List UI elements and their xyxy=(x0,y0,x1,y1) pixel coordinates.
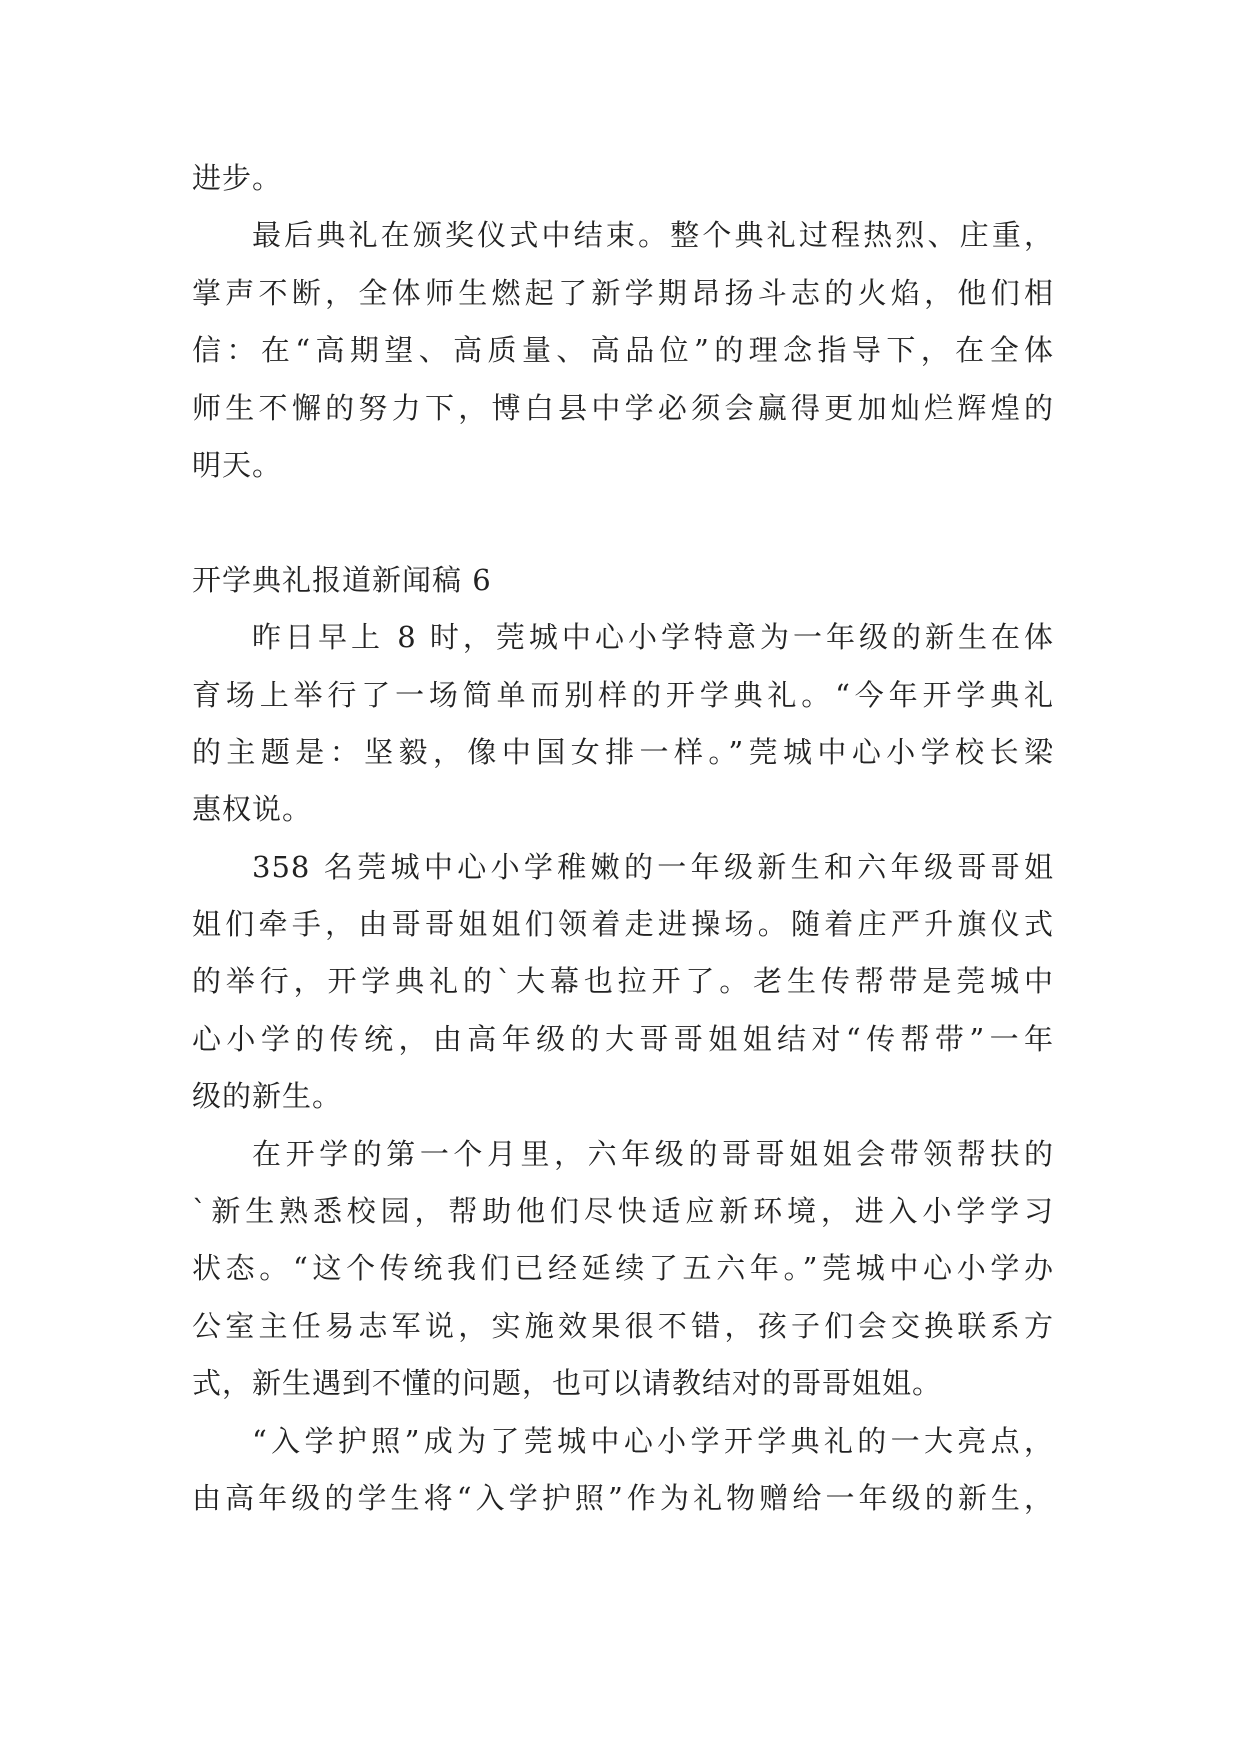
section-heading: 开学典礼报道新闻稿 6 xyxy=(192,562,492,597)
paragraph-line: 进步。 xyxy=(192,161,283,195)
paragraph-line: 惠权说。 xyxy=(192,792,313,827)
paragraph-line: 由高年级的学生将“入学护照”作为礼物赠给一年级的新生， xyxy=(192,1480,1054,1515)
paragraph-line: 式，新生遇到不懂的问题，也可以请教结对的哥哥姐姐。 xyxy=(192,1366,943,1401)
blank-line xyxy=(192,494,1054,551)
paragraph-line: 姐们牵手，由哥哥姐姐们领着走进操场。随着庄严升旗仪式 xyxy=(192,907,1054,942)
paragraph-line: 明天。 xyxy=(192,447,283,482)
document-page xyxy=(192,150,1054,1527)
paragraph-line: 育场上举行了一场简单而别样的开学典礼。“今年开学典礼 xyxy=(192,677,1054,712)
paragraph-line: 358 名莞城中心小学稚嫩的一年级新生和六年级哥哥姐 xyxy=(252,849,1054,884)
paragraph-line: 级的新生。 xyxy=(192,1079,343,1114)
paragraph-line: 信：在“高期望、高质量、高品位”的理念指导下，在全体 xyxy=(192,333,1054,368)
paragraph-line: `新生熟悉校园，帮助他们尽快适应新环境，进入小学学习 xyxy=(192,1194,1054,1229)
paragraph-line: 掌声不断，全体师生燃起了新学期昂扬斗志的火焰，他们相 xyxy=(192,275,1054,310)
paragraph-line: 师生不懈的努力下，博白县中学必须会赢得更加灿烂辉煌的 xyxy=(192,390,1054,425)
paragraph-line: 昨日早上 8 时，莞城中心小学特意为一年级的新生在体 xyxy=(252,620,1054,655)
paragraph-line: 心小学的传统，由高年级的大哥哥姐姐结对“传帮带”一年 xyxy=(192,1021,1054,1056)
paragraph-line: 的举行，开学典礼的`大幕也拉开了。老生传帮带是莞城中 xyxy=(192,964,1054,999)
paragraph-line: 公室主任易志军说，实施效果很不错，孩子们会交换联系方 xyxy=(192,1308,1054,1343)
paragraph-line: “入学护照”成为了莞城中心小学开学典礼的一大亮点， xyxy=(252,1423,1054,1458)
paragraph-line: 最后典礼在颁奖仪式中结束。整个典礼过程热烈、庄重， xyxy=(252,218,1054,253)
paragraph-line: 在开学的第一个月里，六年级的哥哥姐姐会带领帮扶的 xyxy=(252,1136,1054,1171)
paragraph-line: 的主题是：坚毅，像中国女排一样。”莞城中心小学校长梁 xyxy=(192,734,1054,769)
paragraph-line: 状态。“这个传统我们已经延续了五六年。”莞城中心小学办 xyxy=(192,1251,1054,1286)
